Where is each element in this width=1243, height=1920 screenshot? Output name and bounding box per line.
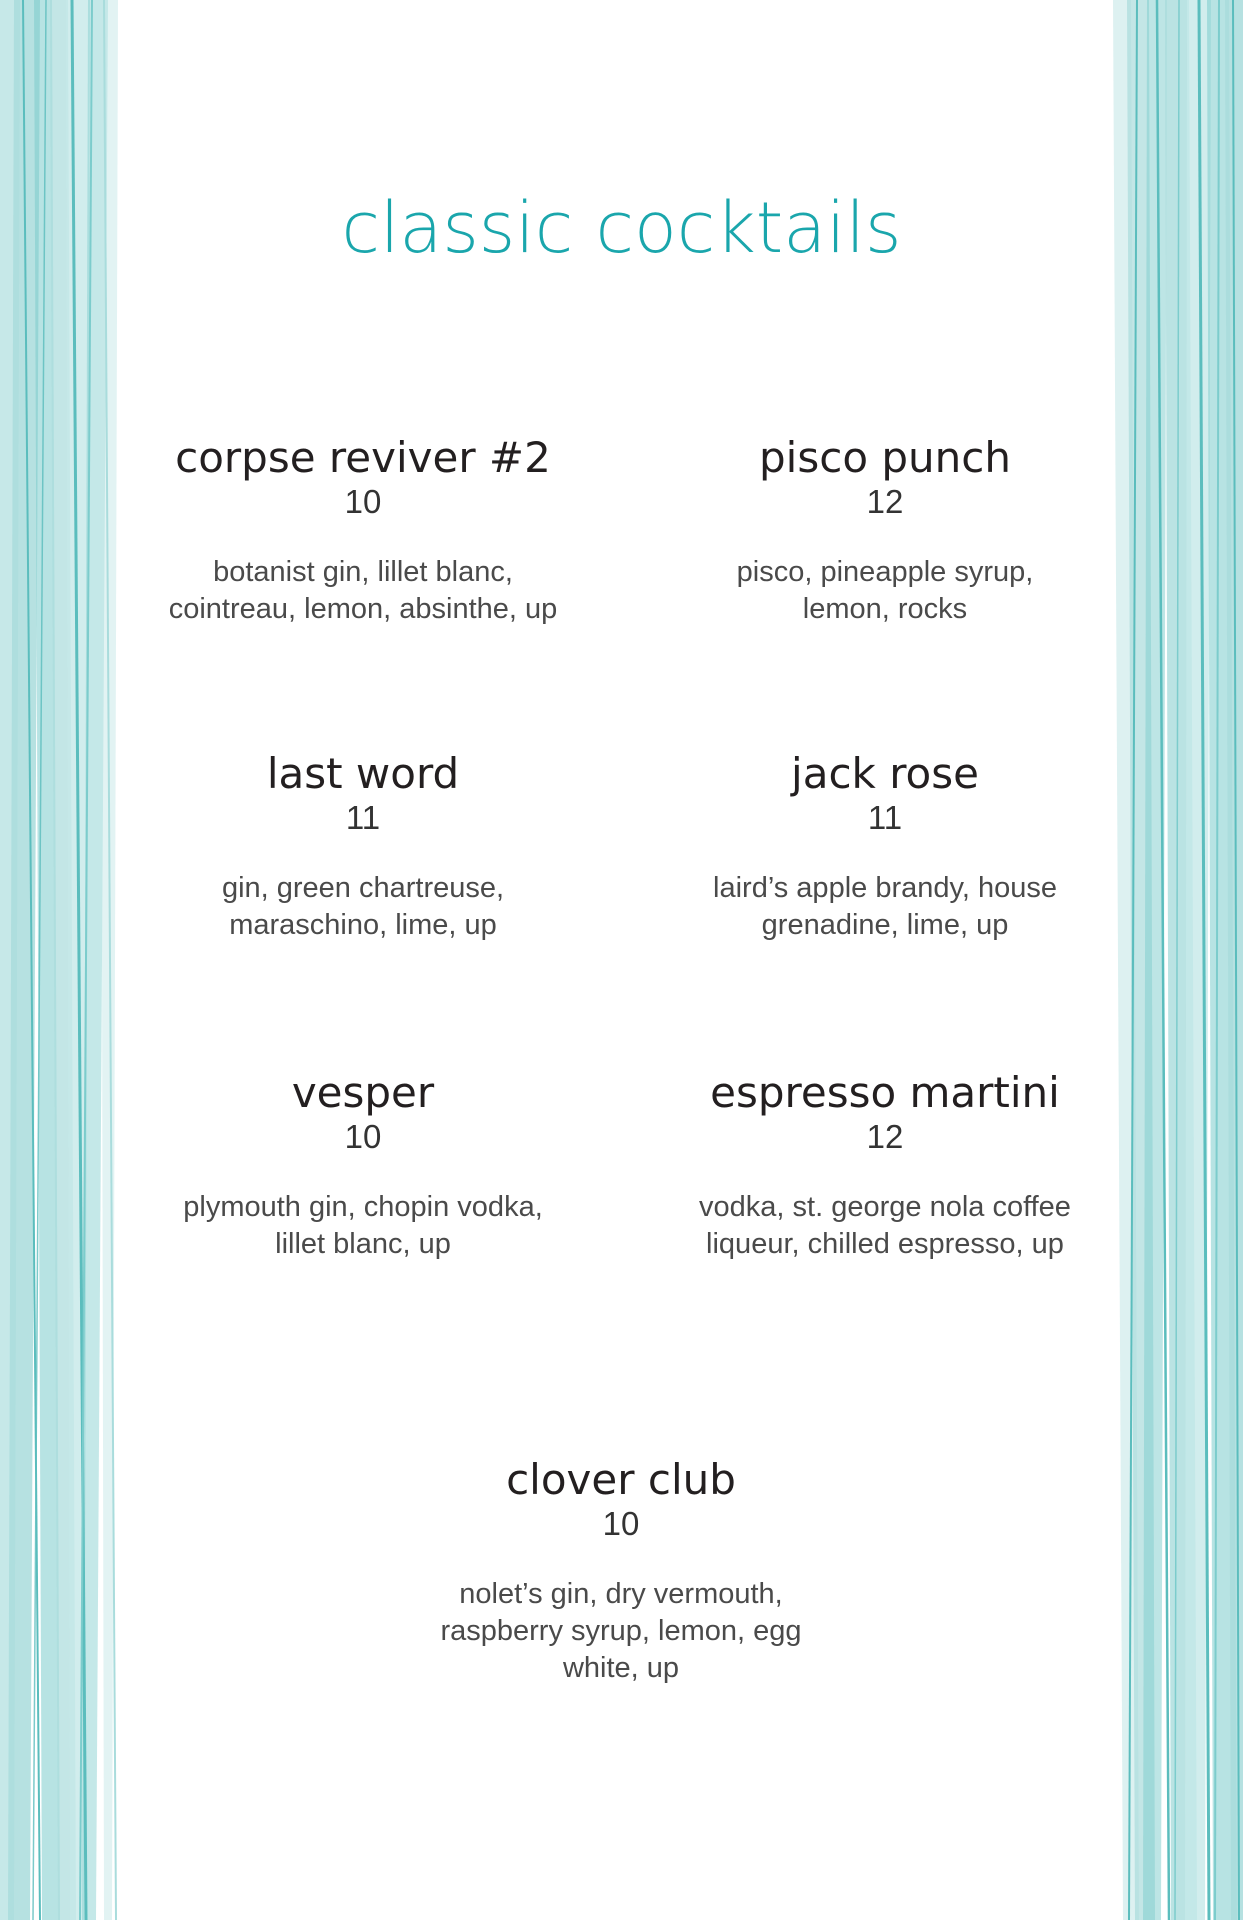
menu-item-jack-rose bbox=[650, 750, 1120, 944]
menu-item-last-word bbox=[128, 750, 598, 944]
right-stripes-graphic bbox=[1113, 0, 1243, 1920]
item-name: clover club bbox=[506, 1455, 736, 1504]
item-description bbox=[386, 1576, 856, 1687]
description-line: maraschino, lime, up bbox=[229, 909, 497, 941]
item-description bbox=[128, 870, 598, 944]
description-line: pisco, pineapple syrup, bbox=[736, 556, 1034, 588]
item-description bbox=[650, 870, 1120, 944]
item-description bbox=[128, 554, 598, 628]
item-price: 10 bbox=[344, 1118, 382, 1155]
description-line: white, up bbox=[562, 1652, 680, 1684]
item-price: 11 bbox=[345, 799, 381, 836]
left-stripe-decoration bbox=[0, 0, 118, 1920]
description-line: lemon, rocks bbox=[802, 593, 968, 625]
item-name: corpse reviver #2 bbox=[175, 433, 551, 482]
description-line: botanist gin, lillet blanc, bbox=[213, 556, 513, 588]
description-line: laird’s apple brandy, house bbox=[713, 872, 1057, 904]
item-price: 10 bbox=[602, 1505, 640, 1542]
description-line: nolet’s gin, dry vermouth, bbox=[459, 1578, 783, 1610]
item-description bbox=[650, 1189, 1120, 1263]
description-line: cointreau, lemon, absinthe, up bbox=[168, 593, 558, 625]
menu-item-vesper bbox=[128, 1069, 598, 1263]
menu-item-espresso-martini bbox=[650, 1069, 1120, 1263]
item-name: pisco punch bbox=[759, 433, 1011, 482]
item-description bbox=[650, 554, 1120, 628]
menu-item-corpse-reviver bbox=[128, 434, 598, 628]
item-name: espresso martini bbox=[710, 1068, 1060, 1117]
description-line: liqueur, chilled espresso, up bbox=[706, 1228, 1064, 1260]
item-price: 12 bbox=[866, 1118, 904, 1155]
description-line: gin, green chartreuse, bbox=[221, 872, 505, 904]
left-stripes-graphic bbox=[0, 0, 118, 1920]
description-line: grenadine, lime, up bbox=[761, 909, 1009, 941]
description-line: lillet blanc, up bbox=[275, 1228, 451, 1260]
description-line: raspberry syrup, lemon, egg bbox=[440, 1615, 802, 1647]
menu-item-pisco-punch bbox=[650, 434, 1120, 628]
item-price: 12 bbox=[866, 483, 904, 520]
menu-title: classic cocktails bbox=[341, 187, 902, 269]
description-line: vodka, st. george nola coffee bbox=[699, 1191, 1071, 1223]
item-price: 10 bbox=[344, 483, 382, 520]
menu-item-clover-club bbox=[386, 1456, 856, 1687]
description-line: plymouth gin, chopin vodka, bbox=[183, 1191, 543, 1223]
item-price: 11 bbox=[867, 799, 903, 836]
item-name: vesper bbox=[291, 1068, 435, 1117]
item-name: last word bbox=[266, 749, 460, 798]
right-stripe-decoration bbox=[1113, 0, 1243, 1920]
item-description bbox=[128, 1189, 598, 1263]
item-name: jack rose bbox=[791, 749, 979, 798]
